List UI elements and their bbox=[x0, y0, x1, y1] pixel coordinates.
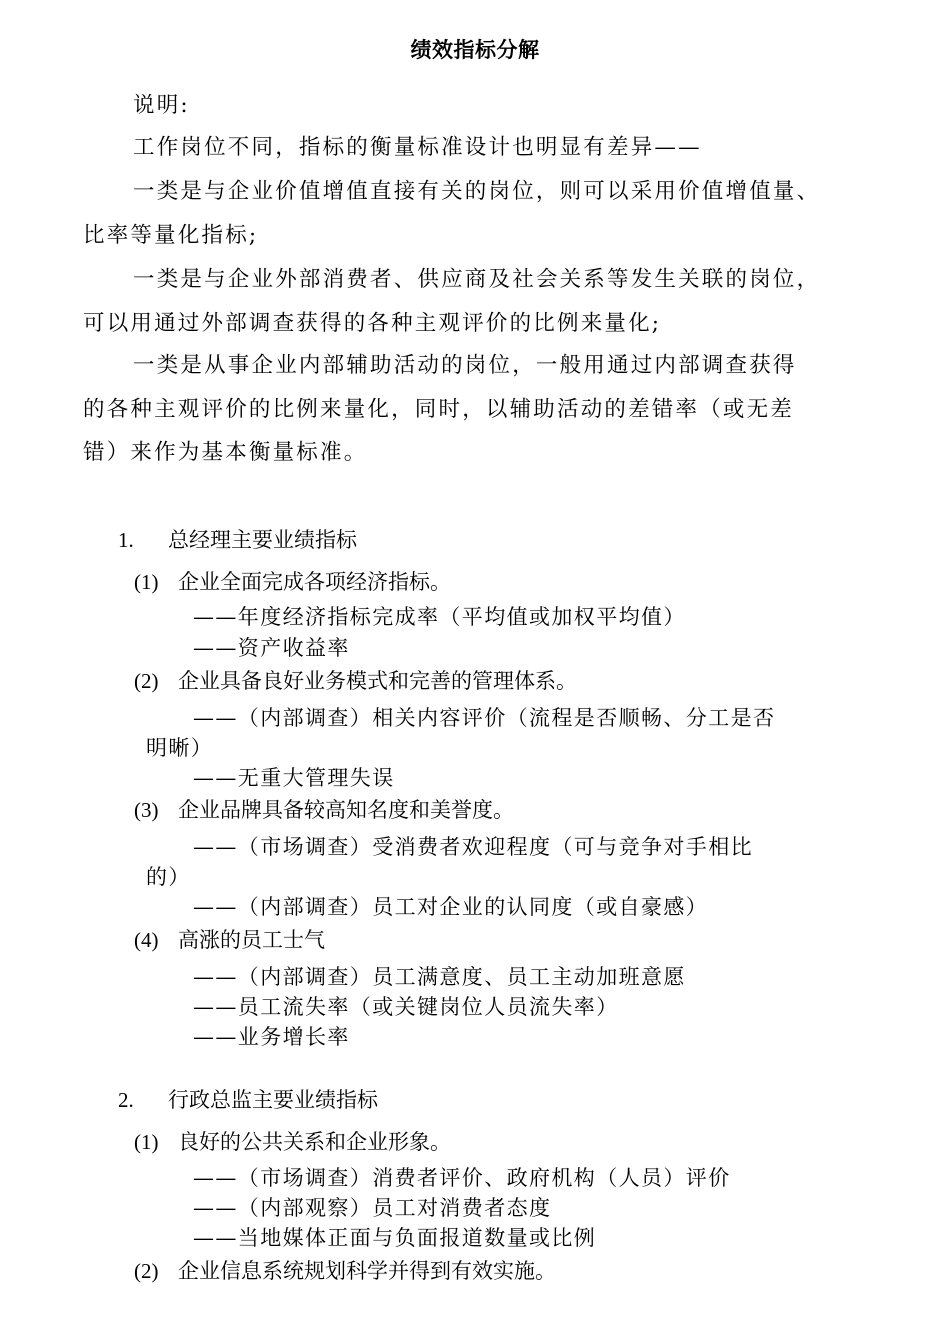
list-item: ——（内部调查）相关内容评价（流程是否顺畅、分工是否 bbox=[193, 706, 776, 730]
intro-paragraph-4-line-2: 的各种主观评价的比例来量化，同时，以辅助活动的差错率（或无差 bbox=[83, 397, 795, 422]
intro-label: 说明: bbox=[133, 93, 190, 118]
subsection-1-2 bbox=[134, 665, 577, 695]
list-item-continuation: 明晰） bbox=[146, 736, 214, 760]
subsection-1-3 bbox=[134, 794, 514, 824]
list-item: ——（市场调查）消费者评价、政府机构（人员）评价 bbox=[193, 1166, 731, 1190]
subsection-2-1 bbox=[134, 1126, 451, 1156]
subsection-text: 企业全面完成各项经济指标。 bbox=[178, 570, 451, 594]
intro-paragraph-4-line-3: 错）来作为基本衡量标准。 bbox=[83, 440, 368, 465]
list-item: ——当地媒体正面与负面报道数量或比例 bbox=[193, 1226, 597, 1250]
subsection-text: 高涨的员工士气 bbox=[178, 928, 325, 952]
intro-paragraph-3-line-1: 一类是与企业外部消费者、供应商及社会关系等发生关联的岗位， bbox=[133, 267, 821, 292]
subsection-2-2 bbox=[134, 1255, 556, 1285]
intro-paragraph-4-line-1: 一类是从事企业内部辅助活动的岗位，一般用通过内部调查获得 bbox=[133, 353, 797, 378]
list-item-continuation: 的） bbox=[146, 865, 191, 889]
intro-paragraph-2-line-1: 一类是与企业价值增值直接有关的岗位，则可以采用价值增值量、 bbox=[133, 179, 821, 204]
list-item: ——（内部观察）员工对消费者态度 bbox=[193, 1196, 552, 1220]
section-heading-1 bbox=[118, 524, 357, 554]
subsection-text: 企业信息系统规划科学并得到有效实施。 bbox=[178, 1259, 556, 1283]
subsection-number: (3) bbox=[134, 798, 159, 822]
document-title: 绩效指标分解 bbox=[410, 38, 540, 62]
subsection-number: (2) bbox=[134, 1259, 159, 1283]
intro-paragraph-1: 工作岗位不同，指标的衡量标准设计也明显有差异—— bbox=[133, 135, 702, 160]
list-item: ——资产收益率 bbox=[193, 636, 350, 660]
list-item: ——无重大管理失误 bbox=[193, 766, 395, 790]
intro-paragraph-2-line-2: 比率等量化指标; bbox=[83, 223, 259, 248]
section-number: 2. bbox=[118, 1088, 134, 1112]
list-item: ——（内部调查）员工满意度、员工主动加班意愿 bbox=[193, 965, 686, 989]
list-item: ——年度经济指标完成率（平均值或加权平均值） bbox=[193, 605, 686, 629]
subsection-number: (1) bbox=[134, 570, 159, 594]
list-item: ——（市场调查）受消费者欢迎程度（可与竞争对手相比 bbox=[193, 835, 753, 859]
list-item: ——业务增长率 bbox=[193, 1025, 350, 1049]
subsection-number: (4) bbox=[134, 928, 159, 952]
section-title: 行政总监主要业绩指标 bbox=[168, 1088, 378, 1112]
subsection-1-1 bbox=[134, 566, 451, 596]
section-title: 总经理主要业绩指标 bbox=[168, 528, 357, 552]
subsection-1-4 bbox=[134, 924, 325, 954]
subsection-text: 企业具备良好业务模式和完善的管理体系。 bbox=[178, 669, 577, 693]
section-heading-2 bbox=[118, 1084, 378, 1114]
list-item: ——（内部调查）员工对企业的认同度（或自豪感） bbox=[193, 895, 709, 919]
subsection-number: (2) bbox=[134, 669, 159, 693]
subsection-text: 企业品牌具备较高知名度和美誉度。 bbox=[178, 798, 514, 822]
subsection-number: (1) bbox=[134, 1130, 159, 1154]
intro-paragraph-3-line-2: 可以用通过外部调查获得的各种主观评价的比例来量化; bbox=[83, 311, 662, 336]
subsection-text: 良好的公共关系和企业形象。 bbox=[178, 1130, 451, 1154]
list-item: ——员工流失率（或关键岗位人员流失率） bbox=[193, 995, 619, 1019]
section-number: 1. bbox=[118, 528, 134, 552]
